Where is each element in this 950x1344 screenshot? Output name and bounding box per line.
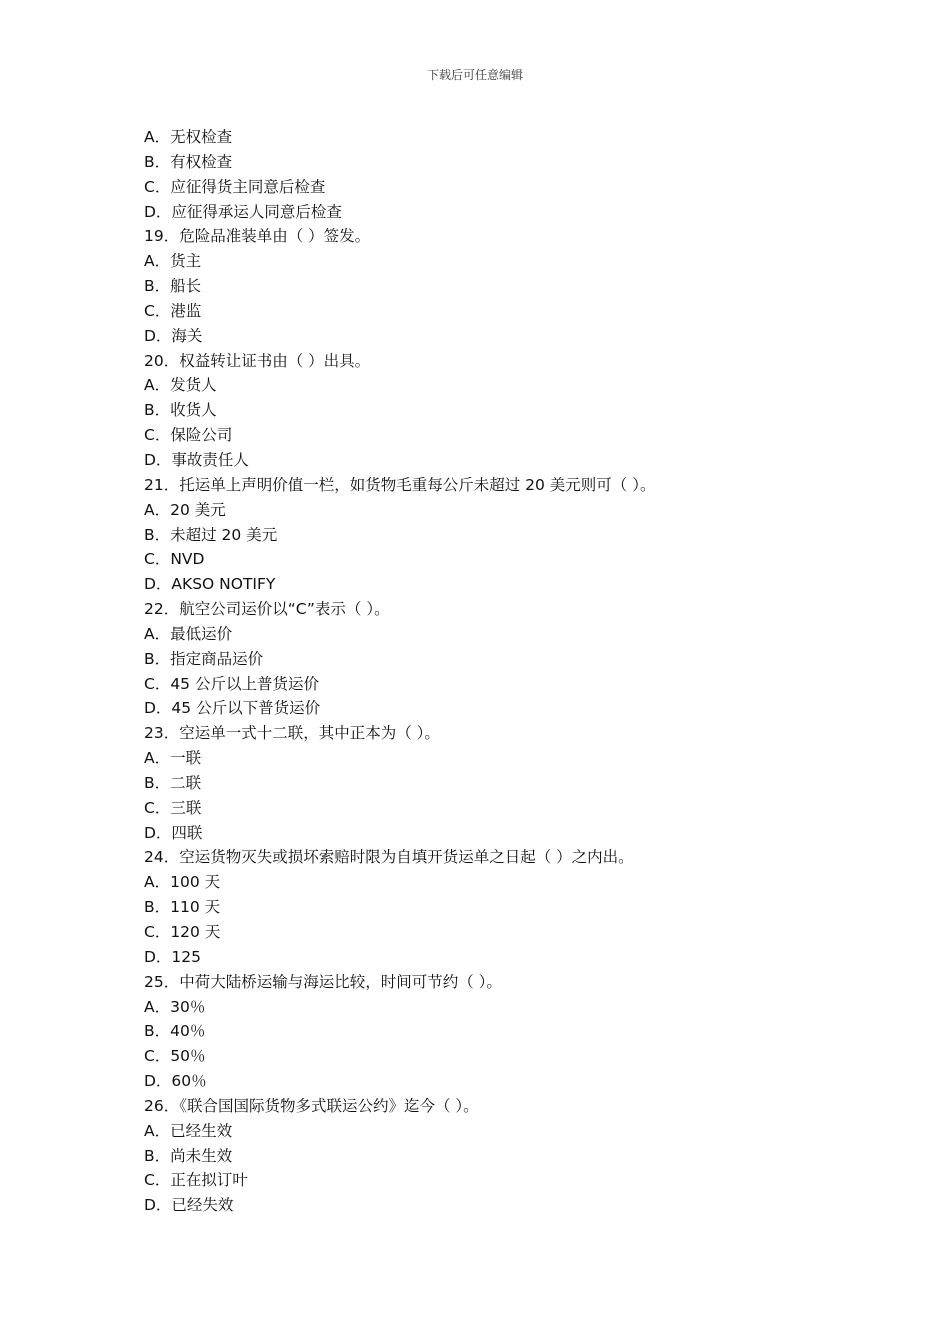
option-line: D．事故责任人: [144, 450, 249, 469]
question-23: 23．空运单一式十二联，其中正本为（ ）。: [144, 724, 440, 743]
option-line: B．110 天: [144, 898, 221, 917]
option-line: A．发货人: [144, 376, 217, 395]
document-body: [144, 125, 824, 1218]
option-line: A．20 美元: [144, 500, 226, 519]
page-header: 下载后可任意编辑: [426, 68, 523, 82]
question-26: 26．《联合国国际货物多式联运公约》迄今（ ）。: [144, 1096, 479, 1115]
option-line: D．海关: [144, 326, 203, 345]
question-22: 22．航空公司运价以“C”表示（ ）。: [144, 600, 390, 619]
option-line: A．货主: [144, 252, 202, 271]
option-line: C．45 公斤以上普货运价: [144, 674, 319, 693]
option-line: A．100 天: [144, 873, 221, 892]
option-line: C．三联: [144, 798, 202, 817]
option-line: D．已经失效: [144, 1196, 234, 1215]
option-line: C．保险公司: [144, 426, 233, 445]
option-line: A．一联: [144, 749, 202, 768]
option-line: B．二联: [144, 773, 202, 792]
option-line: A．最低运价: [144, 624, 233, 643]
option-line: D．应征得承运人同意后检查: [144, 202, 342, 221]
option-line: B．指定商品运价: [144, 649, 264, 668]
option-line: B．尚未生效: [144, 1146, 233, 1165]
question-24: 24．空运货物灭失或损坏索赔时限为自填开货运单之日起（ ）之内出。: [144, 848, 634, 867]
option-line: A．30％: [144, 997, 206, 1016]
option-line: C．NVD: [144, 550, 205, 569]
question-19: 19．危险品准装单由（ ）签发。: [144, 227, 371, 246]
option-line: B．收货人: [144, 401, 217, 420]
option-line: B．40％: [144, 1022, 206, 1041]
option-line: B．未超过 20 美元: [144, 525, 278, 544]
option-line: C．港监: [144, 301, 202, 320]
option-line: B．有权检查: [144, 152, 233, 171]
option-line: C．120 天: [144, 923, 221, 941]
option-line: A．已经生效: [144, 1121, 233, 1140]
question-21: 21．托运单上声明价值一栏，如货物毛重每公斤未超过 20 美元则可（ ）。: [144, 475, 656, 494]
option-line: C．应征得货主同意后检查: [144, 177, 326, 196]
option-line: D．45 公斤以下普货运价: [144, 699, 321, 718]
option-line: D．125: [144, 947, 202, 966]
option-line: A．无权检查: [144, 128, 233, 146]
option-line: B．船长: [144, 277, 202, 296]
option-line: D．AKSO NOTIFY: [144, 575, 276, 594]
option-line: C．50％: [144, 1047, 206, 1066]
option-line: C．正在拟订叶: [144, 1171, 248, 1190]
question-25: 25．中荷大陆桥运输与海运比较，时间可节约（ ）。: [144, 972, 502, 991]
option-line: D．60％: [144, 1072, 207, 1091]
option-line: D．四联: [144, 823, 203, 842]
question-20: 20．权益转让证书由（ ）出具。: [144, 351, 371, 370]
